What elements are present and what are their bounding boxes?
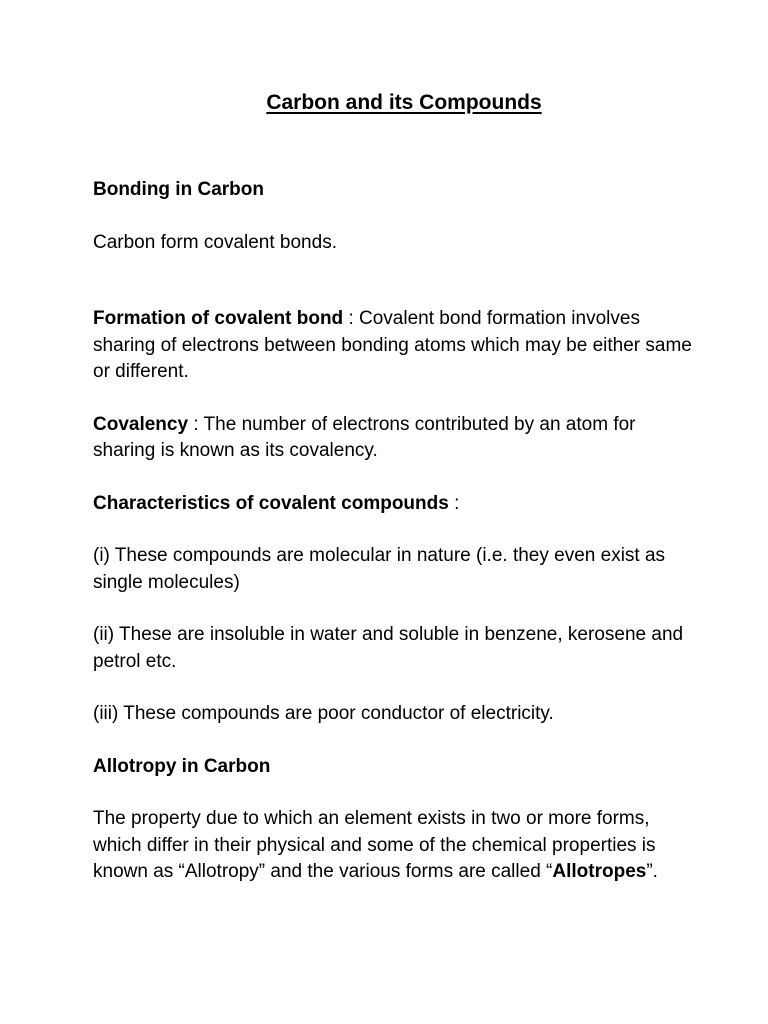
list-item: (ii) These are insoluble in water and soluble in benzene, kerosene and petrol etc.: [93, 624, 684, 672]
characteristics-heading-text: Characteristics of covalent compounds: [93, 492, 449, 514]
term-separator: :: [343, 308, 360, 330]
document-body: [93, 90, 693, 886]
allotropy-text-after: ”.: [646, 861, 658, 883]
characteristics-heading-suffix: :: [448, 492, 460, 514]
paragraph-formation: [93, 306, 693, 386]
paragraph-bonding: Carbon form covalent bonds.: [93, 231, 337, 253]
section-heading-characteristics: [93, 491, 693, 518]
paragraph-covalency: [93, 412, 693, 465]
definition-covalency: The number of electrons contributed by an atom for sharing is known as its covalency.: [93, 413, 636, 462]
section-heading-allotropy: Allotropy in Carbon: [93, 755, 271, 777]
term-formation: Formation of covalent bond: [93, 308, 344, 330]
paragraph-allotropy: [93, 806, 693, 886]
definition-formation: Covalent bond formation involves sharing of electrons between bonding atoms which may be either same or different.: [93, 308, 692, 383]
allotropy-text-before: The property due to which an element exists in two or more forms, which differ in their physical and some of the chemical properties is known as “Allotropy” and the various forms are called “: [93, 808, 656, 883]
term-covalency: Covalency: [93, 413, 189, 435]
section-heading-bonding: Bonding in Carbon: [93, 179, 264, 201]
term-separator: :: [188, 413, 204, 435]
list-item: (i) These compounds are molecular in nature (i.e. they even exist as single molecules): [93, 545, 666, 593]
allotropes-term: Allotropes: [552, 861, 647, 883]
list-item: (iii) These compounds are poor conductor of electricity.: [93, 703, 554, 725]
page-title: Carbon and its Compounds: [266, 91, 542, 114]
